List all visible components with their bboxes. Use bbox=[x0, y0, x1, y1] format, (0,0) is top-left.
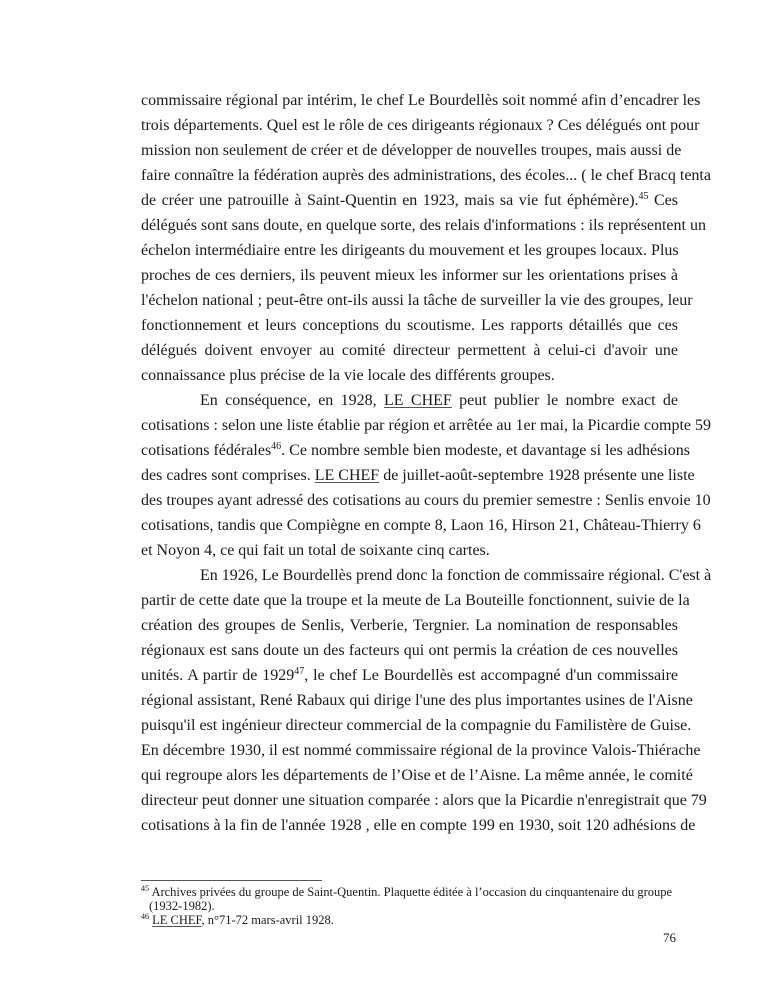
footnote-ref-46[interactable]: 46 bbox=[271, 441, 282, 452]
text-span: . Ce nombre semble bien modeste, et davantage si les adhésions bbox=[281, 442, 690, 459]
text-line: partir de cette date que la troupe et la meute de La Bouteille fonctionnent, suivie de la bbox=[141, 592, 690, 609]
text-line: régionaux est sans doute un des facteurs qui ont permis la création de ces nouvelles bbox=[141, 642, 678, 659]
text-line: fonctionnement et leurs conceptions du scoutisme. Les rapports détaillés que ces bbox=[141, 317, 678, 334]
text-line: cotisations : selon une liste établie par région et arrêtée au 1er mai, la Picardie compte 59 bbox=[141, 417, 712, 434]
text-line: proches de ces derniers, ils peuvent mieux les informer sur les orientations prises à bbox=[141, 267, 678, 284]
text-line: faire connaître la fédération auprès des administrations, des écoles... ( le chef Bracq tenta bbox=[141, 167, 711, 184]
text-line: En 1926, Le Bourdellès prend donc la fonction de commissaire régional. C'est à bbox=[200, 567, 712, 584]
journal-title-le-chef: LE CHEF bbox=[152, 913, 202, 927]
footnote-ref-47[interactable]: 47 bbox=[294, 666, 305, 677]
footnote-text: Archives privées du groupe de Saint-Quentin. Plaquette éditée à l’occasion du cinquantenaire du groupe bbox=[151, 885, 673, 899]
text-line: mission non seulement de créer et de développer de nouvelles troupes, mais aussi de bbox=[141, 142, 682, 159]
text-span: peut publier le nombre exact de bbox=[451, 392, 679, 409]
text-line bbox=[141, 463, 695, 488]
footnotes bbox=[141, 885, 686, 927]
text-line: délégués sont sans doute, en quelque sorte, des relais d'informations : ils représentent un bbox=[141, 217, 706, 234]
footnote-text: , n°71-72 mars-avril 1928. bbox=[201, 913, 334, 927]
text-line: connaissance plus précise de la vie locale des différents groupes. bbox=[141, 367, 555, 384]
page-number: 76 bbox=[663, 930, 676, 945]
footnote-45 bbox=[141, 885, 686, 913]
text-line: commissaire régional par intérim, le chef Le Bourdellès soit nommé afin d’encadrer les bbox=[141, 92, 701, 109]
text-line: régional assistant, René Rabaux qui dirige l'une des plus importantes usines de l'Aisne bbox=[141, 692, 693, 709]
text-line: puisqu'il est ingénieur directeur commercial de la compagnie du Familistère de Guise. bbox=[141, 717, 692, 734]
text-span: unités. A partir de 1929 bbox=[141, 667, 295, 684]
text-line: directeur peut donner une situation comparée : alors que la Picardie n'enregistrait que 79 bbox=[141, 792, 707, 809]
text-line bbox=[141, 388, 678, 413]
text-span: de juillet-août-septembre 1928 présente une liste bbox=[379, 467, 695, 484]
journal-title-le-chef: LE CHEF bbox=[314, 467, 380, 484]
text-span: , le chef Le Bourdellès est accompagné d'un commissaire bbox=[304, 667, 679, 684]
footnote-number: 45 bbox=[141, 884, 149, 893]
footnote-number: 46 bbox=[141, 912, 149, 921]
text-line: cotisations, tandis que Compiègne en compte 8, Laon 16, Hirson 21, Château-Thierry 6 bbox=[141, 517, 701, 534]
text-line: qui regroupe alors les départements de l’Oise et de l’Aisne. La même année, le comité bbox=[141, 767, 693, 784]
text-line: trois départements. Quel est le rôle de ces dirigeants régionaux ? Ces délégués ont pour bbox=[141, 117, 700, 134]
text-line: délégués doivent envoyer au comité directeur permettent à celui-ci d'avoir une bbox=[141, 342, 678, 359]
text-span: En conséquence, en 1928, bbox=[200, 392, 384, 409]
footnote-separator bbox=[141, 880, 322, 881]
text-line: cotisations à la fin de l'année 1928 , elle en compte 199 en 1930, soit 120 adhésions de bbox=[141, 817, 696, 834]
text-line bbox=[141, 188, 678, 213]
text-span: cotisations fédérales bbox=[141, 442, 272, 459]
text-line: En décembre 1930, il est nommé commissaire régional de la province Valois-Thiérache bbox=[141, 742, 701, 759]
text-span: de créer une patrouille à Saint-Quentin en 1923, mais sa vie fut éphémère). bbox=[141, 192, 639, 209]
text-line: l'échelon national ; peut-être ont-ils aussi la tâche de surveiller la vie des groupes, leur bbox=[141, 292, 693, 309]
text-line bbox=[141, 663, 678, 688]
text-line bbox=[141, 438, 690, 463]
footnote-ref-45[interactable]: 45 bbox=[638, 191, 649, 202]
footnote-46 bbox=[141, 913, 686, 927]
text-line: et Noyon 4, ce qui fait un total de soixante cinq cartes. bbox=[141, 542, 490, 559]
text-span: Ces bbox=[648, 192, 679, 209]
text-line: échelon intermédiaire entre les dirigeants du mouvement et les groupes locaux. Plus bbox=[141, 242, 679, 259]
text-line: création des groupes de Senlis, Verberie, Tergnier. La nomination de responsables bbox=[141, 617, 678, 634]
footnote-text-continuation: (1932-1982). bbox=[149, 899, 215, 913]
text-span: des cadres sont comprises. bbox=[141, 467, 315, 484]
journal-title-le-chef: LE CHEF bbox=[384, 392, 452, 409]
text-line: des troupes ayant adressé des cotisations au cours du premier semestre : Senlis envoie 10 bbox=[141, 492, 711, 509]
body-text bbox=[141, 88, 712, 838]
